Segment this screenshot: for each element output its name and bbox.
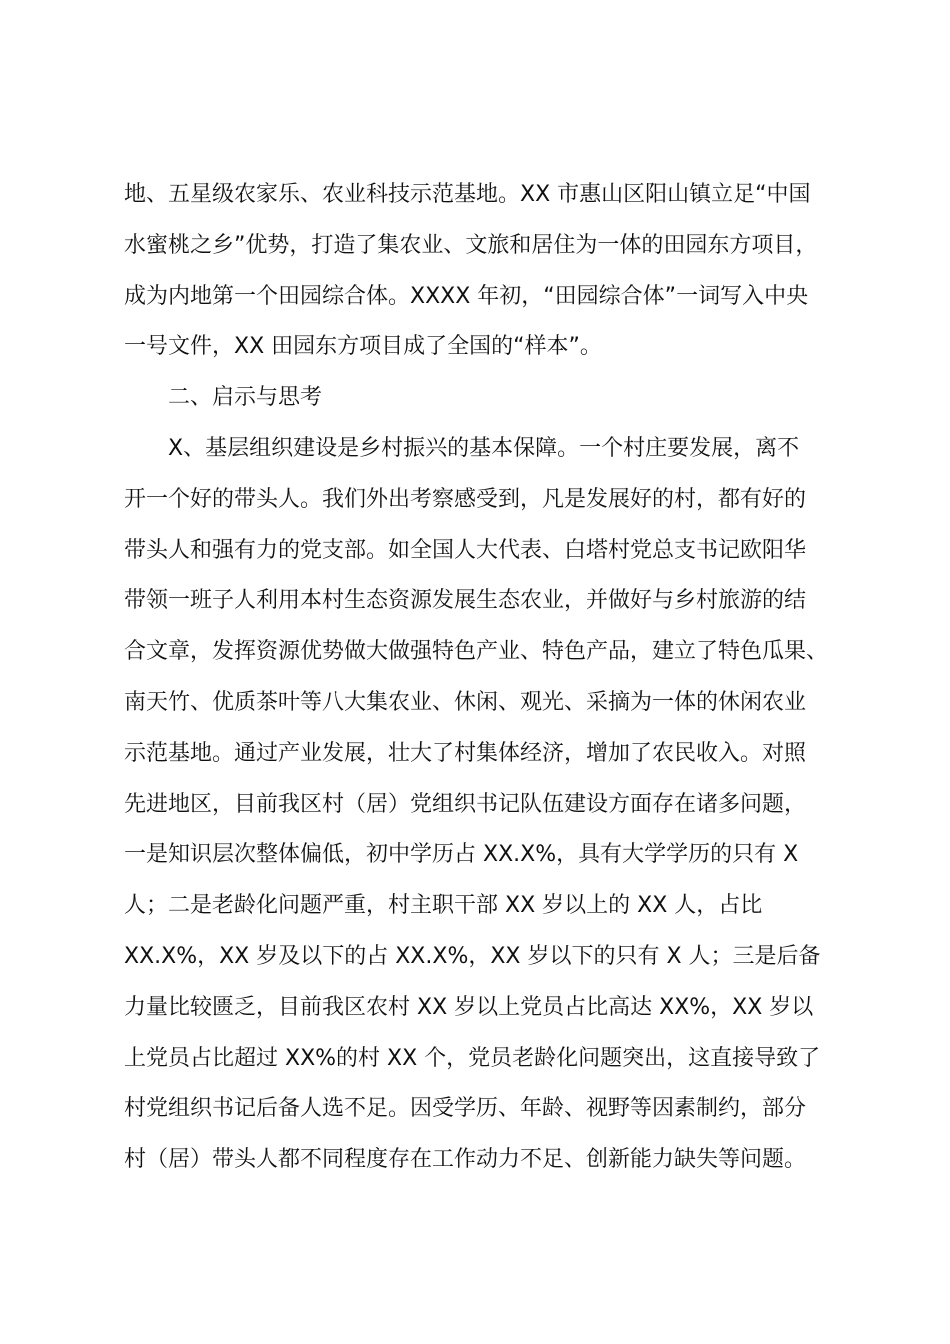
text-line: 合文章，发挥资源优势做大做强特色产业、特色产品，建立了特色瓜果、: [124, 639, 829, 665]
section-heading: 二、启示与思考: [168, 385, 323, 411]
text-line: 水蜜桃之乡”优势，打造了集农业、文旅和居住为一体的田园东方项目，: [124, 232, 818, 258]
text-line: XX.X%，XX 岁及以下的占 XX.X%，XX 岁以下的只有 X 人；三是后备: [124, 943, 821, 969]
text-line: 带领一班子人利用本村生态资源发展生态农业，并做好与乡村旅游的结: [124, 588, 807, 614]
text-line: 开一个好的带头人。我们外出考察感受到，凡是发展好的村，都有好的: [124, 486, 807, 512]
text-line: 村党组织书记后备人选不足。因受学历、年龄、视野等因素制约，部分: [124, 1096, 807, 1122]
text-line: 先进地区，目前我区村（居）党组织书记队伍建设方面存在诸多问题，: [124, 791, 807, 817]
text-line: 一是知识层次整体偏低，初中学历占 XX.X%，具有大学学历的只有 X: [124, 842, 799, 868]
document-body: [124, 176, 836, 1192]
text-line: 力量比较匮乏，目前我区农村 XX 岁以上党员占比高达 XX%，XX 岁以: [124, 994, 814, 1020]
text-line: 带头人和强有力的党支部。如全国人大代表、白塔村党总支书记欧阳华: [124, 537, 807, 563]
text-line: 上党员占比超过 XX%的村 XX 个，党员老龄化问题突出，这直接导致了: [124, 1045, 821, 1071]
text-line: 人；二是老龄化问题严重，村主职干部 XX 岁以上的 XX 人，占比: [124, 893, 763, 919]
text-line: 南天竹、优质茶叶等八大集农业、休闲、观光、采摘为一体的休闲农业: [124, 689, 807, 715]
text-line: 一号文件，XX 田园东方项目成了全国的“样本”。: [124, 334, 602, 360]
text-line: 村（居）带头人都不同程度存在工作动力不足、创新能力缺失等问题。: [124, 1147, 807, 1173]
text-line: 成为内地第一个田园综合体。XXXX 年初，“田园综合体”一词写入中央: [124, 283, 809, 309]
text-line: X、基层组织建设是乡村振兴的基本保障。一个村庄要发展，离不: [168, 435, 800, 461]
text-line: 示范基地。通过产业发展，壮大了村集体经济，增加了农民收入。对照: [124, 740, 807, 766]
text-line: 地、五星级农家乐、农业科技示范基地。XX 市惠山区阳山镇立足“中国: [124, 182, 811, 207]
